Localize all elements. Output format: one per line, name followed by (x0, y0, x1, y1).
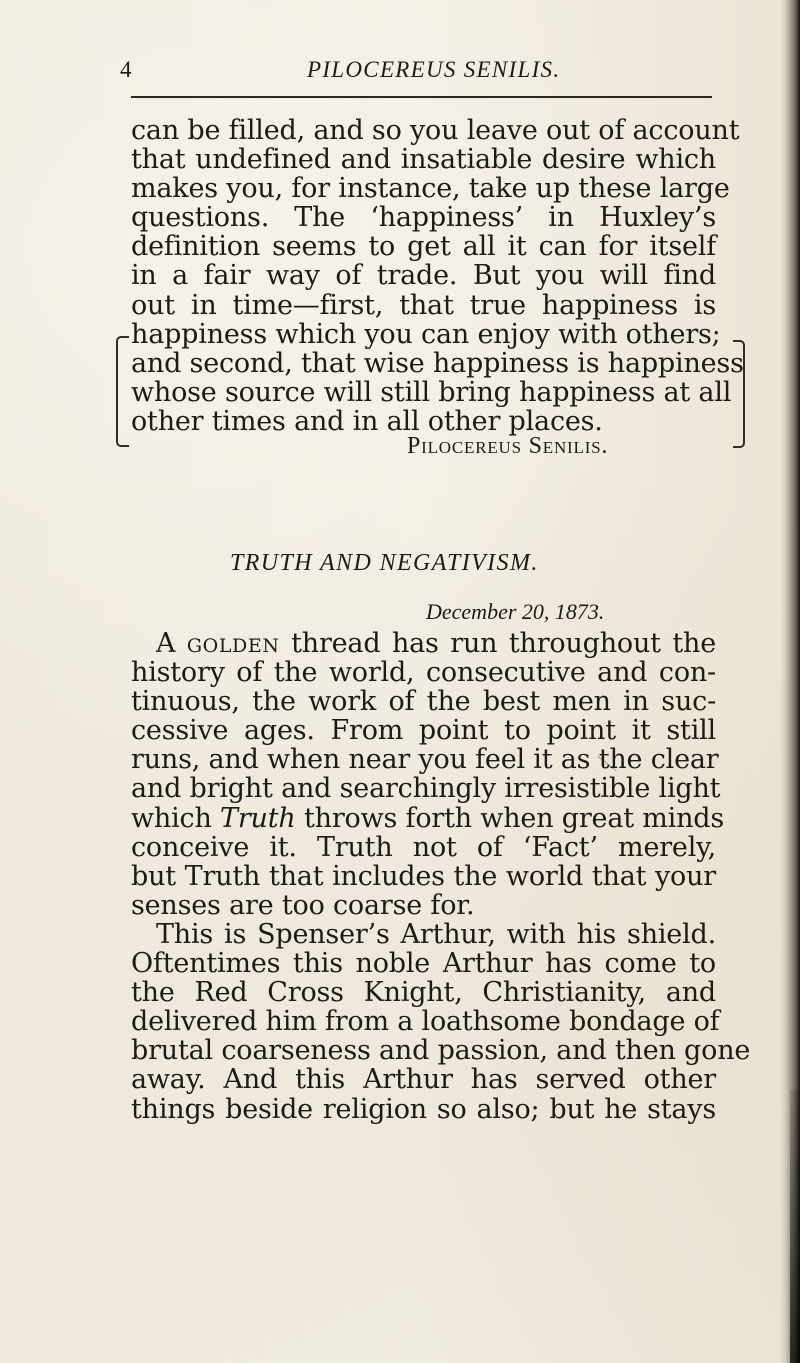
entry-two-line: cessive ages. From point to point it still (131, 715, 716, 747)
entry-two-line: away. And this Arthur has served other (131, 1064, 716, 1096)
entry-one-line: other times and in all other places. (131, 405, 603, 437)
truth-italic-word: Truth (220, 802, 296, 834)
entry-one-line: out in time—first, that true happiness is (131, 289, 716, 321)
entry-two-body (131, 628, 751, 1125)
entry-one-line: happiness which you can enjoy with others; (131, 318, 721, 350)
entry-two-line: and bright and searchingly irresistible light (131, 773, 721, 805)
truth-line-before: which (131, 802, 212, 834)
entry-two-line: things beside religion so also; but he stays (131, 1093, 716, 1125)
entry-two-line: brutal coarseness and passion, and then gone (131, 1035, 751, 1067)
section-title: TRUTH AND NEGATIVISM. (230, 550, 539, 576)
entry-two-line: runs, and when near you feel it as the clear (131, 744, 719, 776)
entry-one-line: that undefined and insatiable desire which (131, 144, 716, 176)
entry-two-line: tinuous, the work of the best men in suc- (131, 686, 716, 718)
left-pencil-bracket (116, 336, 129, 447)
entry-one-line: questions. The ‘happiness’ in Huxley’s (131, 202, 716, 234)
entry-one-line: makes you, for instance, take up these large (131, 173, 730, 205)
entry-two-line: senses are too coarse for. (131, 889, 475, 921)
opening-letter: A (156, 628, 176, 659)
entry-one-body (131, 115, 744, 437)
entry-one-line: definition seems to get all it can for itself (131, 231, 716, 263)
entry-two-line: the Red Cross Knight, Christianity, and (131, 977, 716, 1009)
page-edge-shadow-bottom (790, 1090, 800, 1363)
opening-line-rest: thread has run throughout the (291, 628, 716, 659)
entry-two-truth-line (131, 802, 725, 834)
header-rule (131, 96, 712, 98)
signature: Pilocereus Senilis. (407, 433, 609, 459)
entry-two-line: delivered him from a loathsome bondage of (131, 1006, 720, 1038)
opening-small-caps-word: golden (186, 628, 280, 659)
entry-one-line: whose source will still bring happiness at all (131, 376, 732, 408)
entry-one-line: and second, that wise happiness is happiness (131, 347, 744, 379)
entry-two-line: Oftentimes this noble Arthur has come to (131, 948, 716, 980)
page-header (120, 58, 712, 88)
entry-one-line: in a fair way of trade. But you will find (131, 260, 716, 292)
entry-two-line: but Truth that includes the world that your (131, 860, 716, 892)
entry-one-line: can be filled, and so you leave out of account (131, 115, 740, 146)
truth-line-after: throws forth when great minds (303, 802, 725, 834)
dateline: December 20, 1873. (426, 599, 605, 624)
entry-two-line: conceive it. Truth not of ‘Fact’ merely, (131, 831, 716, 863)
entry-two-line: history of the world, consecutive and con- (131, 657, 716, 689)
entry-two-line: This is Spenser’s Arthur, with his shield. (156, 918, 716, 950)
entry-two-opening-line (131, 629, 716, 658)
running-head: PILOCEREUS SENILIS. (307, 57, 561, 82)
page-number: 4 (120, 57, 132, 82)
